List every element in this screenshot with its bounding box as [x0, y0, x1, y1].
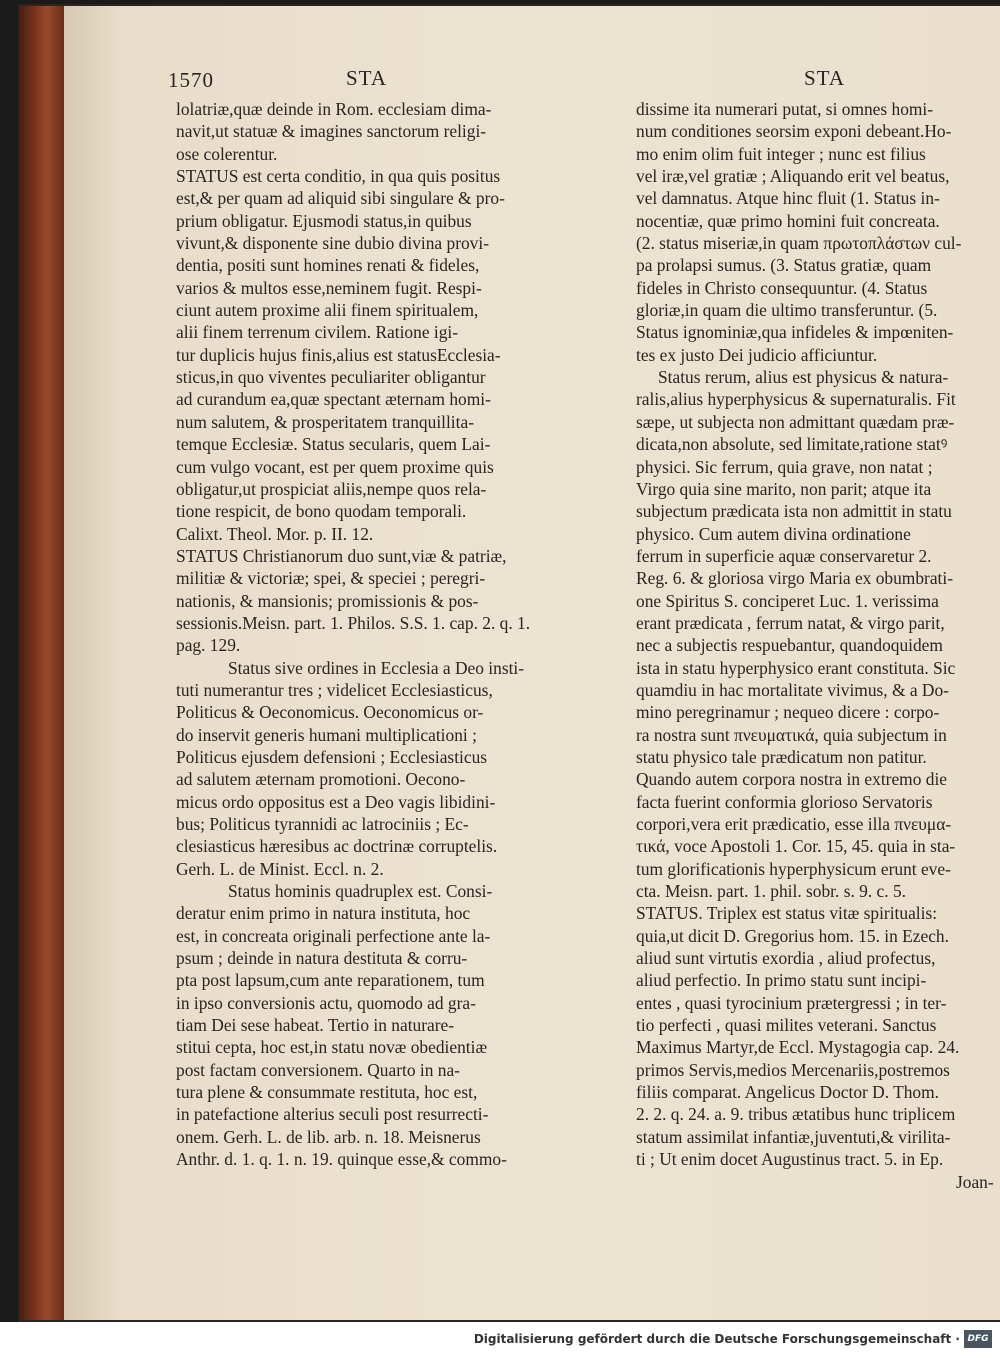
text-line: filiis comparat. Angelicus Doctor D. Thom.	[636, 1082, 939, 1103]
text-line: Gerh. L. de Minist. Eccl. n. 2.	[176, 858, 384, 879]
text-line: physici. Sic ferrum, quia grave, non natat ;	[636, 456, 933, 477]
text-line: STATUS Christianorum duo sunt,viæ & patriæ,	[176, 545, 507, 566]
text-line: aliud sunt virtutis exordia , aliud profectus,	[636, 948, 936, 969]
text-line: pag. 129.	[176, 635, 241, 656]
text-line: Maximus Martyr,de Eccl. Mystagogia cap. 24.	[636, 1037, 960, 1058]
text-line: (2. status miseriæ,in quam πρωτοπλάστων cul-	[636, 233, 962, 254]
text-line: Politicus & Oeconomicus. Oeconomicus or-	[176, 702, 484, 723]
text-line: ad salutem æternam promotioni. Oecono-	[176, 769, 466, 790]
text-line: tione respicit, de bono quodam temporali.	[176, 501, 467, 522]
text-line: primos Servis,medios Mercenariis,postremos	[636, 1059, 950, 1080]
text-line: pta post lapsum,cum ante reparationem, tum	[176, 970, 485, 991]
text-line: dentia, positi sunt homines renati & fideles,	[176, 255, 480, 276]
text-line: entes , quasi tyrocinium prætergressi ; in ter-	[636, 992, 947, 1013]
text-line: dicata,non absolute, sed limitate,ratione statꝰ	[636, 434, 948, 455]
text-line: cum vulgo vocant, est per quem proxime quis	[176, 456, 494, 477]
text-line: nationis, & mansionis; promissionis & pos-	[176, 590, 479, 611]
text-line: tum glorificationis hyperphysicum erunt eve-	[636, 858, 951, 879]
text-line: one Spiritus S. conciperet Luc. 1. verissima	[636, 590, 939, 611]
page-header	[168, 66, 960, 96]
text-line: tur duplicis hujus finis,alius est statusEcclesia-	[176, 344, 501, 365]
text-line: in patefactione alterius seculi post resurrecti-	[176, 1104, 489, 1125]
text-line: temque Ecclesiæ. Status secularis, quem Lai-	[176, 434, 491, 455]
text-line: statu physico tale prædicatum non patitur.	[636, 746, 927, 767]
text-line: tes ex justo Dei judicio afficiuntur.	[636, 344, 878, 365]
text-line: 2. 2. q. 24. a. 9. tribus ætatibus hunc triplicem	[636, 1104, 956, 1125]
text-line: deratur enim primo in natura instituta, hoc	[176, 903, 471, 924]
funding-notice: Digitalisierung gefördert durch die Deutsche Forschungsgemeinschaft ·	[473, 1332, 960, 1346]
text-line: vel iræ,vel gratiæ ; Aliquando erit vel beatus,	[636, 166, 950, 187]
text-line: mino peregrinamur ; nequeo dicere : corpo-	[636, 702, 940, 723]
left-text-column	[176, 98, 620, 1171]
text-line: quamdiu in hac mortalitate vivimus, & a Do-	[636, 679, 949, 700]
text-line: ra nostra sunt πνευματικά, quia subjectum in	[636, 724, 947, 745]
text-line: do inservit generis humani multiplicationi ;	[176, 724, 477, 745]
text-line: fideles in Christo consequuntur. (4. Status	[636, 277, 928, 298]
text-line: est,& per quam ad aliquid sibi singulare & pro-	[176, 188, 505, 209]
text-line: gloriæ,in quam die ultimo transferuntur. (5.	[636, 300, 938, 321]
running-head-right: STA	[804, 66, 845, 90]
text-line: obligatur,ut prospiciat aliis,nempe quos rela-	[176, 478, 487, 499]
text-line: ralis,alius hyperphysicus & supernaturalis. Fit	[636, 389, 956, 410]
text-line: tura plene & consummate restituta, hoc est,	[176, 1082, 478, 1103]
text-line: navit,ut statuæ & imagines sanctorum religi-	[176, 121, 487, 142]
text-line: ad curandum ea,quæ spectant æternam homi-	[176, 389, 491, 410]
text-line: Politicus ejusdem defensioni ; Ecclesiasticus	[176, 746, 488, 767]
text-line: num conditiones seorsim exponi debeant.Ho-	[636, 121, 952, 142]
book-spine	[20, 6, 64, 1320]
book-page	[64, 6, 1000, 1320]
text-line: corpori,vera erit prædicatio, esse illa πνευμα-	[636, 814, 952, 834]
text-line: STATUS. Triplex est status vitæ spiritualis:	[636, 903, 938, 924]
right-text-column	[636, 98, 994, 1193]
text-line: tio perfecti , quasi milites veterani. Sanctus	[636, 1015, 937, 1036]
text-line: Virgo quia sine marito, non parit; atque ita	[636, 478, 932, 499]
text-line: ciunt autem proxime alii finem spiritualem,	[176, 300, 479, 321]
footer-bar	[0, 1322, 1000, 1358]
text-line: Quando autem corpora nostra in extremo die	[636, 769, 947, 790]
text-line: statum assimilat infantiæ,juventuti,& virilita-	[636, 1126, 951, 1147]
text-line: Status sive ordines in Ecclesia a Deo insti-	[228, 657, 525, 678]
text-line: in ipso conversionis actu, quomodo ad gra-	[176, 992, 476, 1013]
text-line: prium obligatur. Ejusmodi status,in quibus	[176, 210, 472, 231]
text-line: facta fuerint conformia glorioso Servatoris	[636, 791, 933, 812]
text-line: bus; Politicus tyrannidi ac latrociniis ; Ec-	[176, 814, 469, 834]
text-line: Reg. 6. & gloriosa virgo Maria ex obumbrati-	[636, 568, 953, 589]
text-line: Status hominis quadruplex est. Consi-	[228, 881, 493, 902]
text-line: sticus,in quo viventes peculiariter obligantur	[176, 367, 486, 388]
text-line: num salutem, & prosperitatem tranquillita-	[176, 411, 474, 432]
text-line: aliud perfectio. In primo statu sunt incipi-	[636, 970, 927, 991]
text-line: Status rerum, alius est physicus & natura-	[658, 367, 949, 388]
text-line: tiam Dei sese habeat. Tertio in naturare-	[176, 1015, 455, 1036]
text-line: sessionis.Meisn. part. 1. Philos. S.S. 1. cap. 2. q. 1.	[176, 612, 531, 633]
text-line: vel damnatus. Atque hinc fluit (1. Status in-	[636, 188, 940, 209]
text-line: τικά, voce Apostoli 1. Cor. 15, 45. quia in sta-	[636, 836, 956, 857]
text-line: clesiasticus hæresibus ac doctrinæ corruptelis.	[176, 836, 498, 857]
text-line: militiæ & victoriæ; spei, & speciei ; peregri-	[176, 568, 486, 589]
text-line: lolatriæ,quæ deinde in Rom. ecclesiam dima-	[176, 99, 492, 119]
text-line: Anthr. d. 1. q. 1. n. 19. quinque esse,& commo-	[176, 1149, 507, 1170]
text-line: vivunt,& disponente sine dubio divina provi-	[176, 233, 489, 254]
text-line: erant prædicata , ferrum natat, & virgo parit,	[636, 612, 945, 633]
text-line: psum ; deinde in natura destituta & corru-	[176, 948, 468, 969]
text-line: Joan-	[956, 1171, 994, 1192]
text-line: ti ; Ut enim docet Augustinus tract. 5. in Ep.	[636, 1149, 944, 1170]
text-line: alii finem terrenum civilem. Ratione igi-	[176, 322, 459, 343]
text-line: STATUS est certa conditio, in qua quis positus	[176, 166, 501, 187]
text-line: ose colerentur.	[176, 143, 278, 164]
text-line: cta. Meisn. part. 1. phil. sobr. s. 9. c. 5.	[636, 881, 907, 902]
text-line: pa prolapsi sumus. (3. Status gratiæ, quam	[636, 255, 932, 276]
text-line: ferrum in superficie aquæ conservaretur 2.	[636, 545, 932, 566]
text-line: stitui cepta, hoc est,in statu novæ obedientiæ	[176, 1037, 488, 1058]
text-line: quia,ut dicit D. Gregorius hom. 15. in Ezech.	[636, 925, 949, 946]
text-line: ista in statu hyperphysico erant constituta. Sic	[636, 657, 956, 678]
text-line: tuti numerantur tres ; videlicet Ecclesiasticus,	[176, 679, 493, 700]
text-line: micus ordo oppositus est a Deo vagis libidini-	[176, 791, 496, 812]
text-line: post factam conversionem. Quarto in na-	[176, 1059, 460, 1080]
text-line: subjectum prædicata ista non admittit in statu	[636, 501, 952, 522]
text-line: varios & multos esse,neminem fugit. Respi-	[176, 277, 482, 298]
text-line: Status ignominiæ,qua infideles & impœniten-	[636, 322, 954, 343]
page-number: 1570	[168, 68, 214, 92]
dfg-logo: DFG	[964, 1330, 992, 1348]
text-line: est, in concreata originali perfectione ante la-	[176, 925, 491, 946]
text-line: onem. Gerh. L. de lib. arb. n. 18. Meisnerus	[176, 1126, 481, 1147]
text-line: sæpe, ut subjecta non admittant quædam præ-	[636, 411, 955, 432]
text-line: nec a subjectis respuebantur, quandoquidem	[636, 635, 943, 656]
text-line: mo enim olim fuit integer ; nunc est filius	[636, 143, 926, 164]
running-head-left: STA	[346, 66, 387, 90]
text-line: Calixt. Theol. Mor. p. II. 12.	[176, 523, 374, 544]
text-line: dissime ita numerari putat, si omnes homi-	[636, 99, 934, 119]
text-line: nocentiæ, quæ primo homini fuit concreata.	[636, 210, 940, 231]
text-line: physico. Cum autem divina ordinatione	[636, 523, 911, 544]
